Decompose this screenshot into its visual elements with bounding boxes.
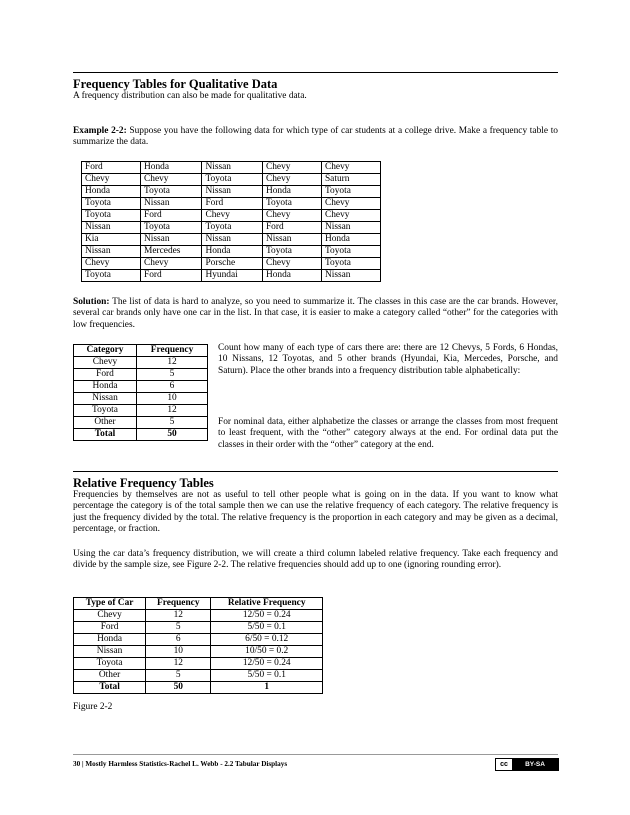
solution-label: Solution:: [73, 297, 110, 307]
table-cell: Toyota: [321, 186, 380, 198]
example-block: [73, 126, 558, 149]
section-relative: [73, 476, 558, 536]
car-data-table: [81, 161, 381, 282]
table-row: [74, 357, 208, 369]
table-cell: 12: [146, 610, 211, 622]
example-label: Example 2-2:: [73, 126, 127, 136]
table-cell: Ford: [262, 222, 321, 234]
table-cell: Chevy: [202, 210, 263, 222]
section-intro: A frequency distribution can also be made for qualitative data.: [73, 91, 307, 101]
table-cell: 5: [137, 417, 208, 429]
figure-caption: Figure 2-2: [73, 702, 113, 712]
table-cell: Chevy: [262, 162, 321, 174]
table-cell: Honda: [74, 381, 137, 393]
table-row: [74, 658, 323, 670]
relative-para-1: Frequencies by themselves are not as useful to tell other people what is going on in the data. If you want to know what percentage the category is of the total sample then we can use the relative frequency of each category. The relative frequency is just the frequency divided by the total. The relative frequency is the proportion in each category and may be given as a decimal, percentage, or fraction.: [73, 490, 558, 535]
table-cell: Toyota: [141, 222, 202, 234]
table-cell: Nissan: [82, 222, 141, 234]
cc-icon: cc: [496, 759, 512, 770]
table-cell: Toyota: [262, 246, 321, 258]
table-cell: Nissan: [74, 393, 137, 405]
table-cell: Chevy: [262, 210, 321, 222]
table-cell: Saturn: [321, 174, 380, 186]
column-header: Frequency: [137, 345, 208, 357]
table-row: [74, 610, 323, 622]
table-cell: Ford: [74, 622, 146, 634]
table-cell: 5/50 = 0.1: [211, 622, 323, 634]
table-cell: 12/50 = 0.24: [211, 658, 323, 670]
table-cell: 12: [146, 658, 211, 670]
table-cell: Toyota: [202, 174, 263, 186]
table-row: [82, 186, 381, 198]
column-header: Type of Car: [74, 598, 146, 610]
table-cell: Toyota: [262, 198, 321, 210]
solution-block: [73, 297, 558, 331]
table-cell: Ford: [82, 162, 141, 174]
table-cell: Chevy: [321, 162, 380, 174]
table-cell: Toyota: [74, 658, 146, 670]
table-cell: 10/50 = 0.2: [211, 646, 323, 658]
mid-rule: [73, 471, 558, 472]
total-row: [74, 429, 208, 441]
table-cell: 5: [146, 670, 211, 682]
table-cell: Nissan: [82, 246, 141, 258]
table-cell: Honda: [82, 186, 141, 198]
table-cell: Chevy: [82, 258, 141, 270]
table-cell: Chevy: [74, 610, 146, 622]
example-text: Suppose you have the following data for which type of car students at a college drive. Make a frequency table to summarize the data.: [73, 126, 558, 148]
table-cell: Toyota: [141, 186, 202, 198]
table-cell: Hyundai: [202, 270, 263, 282]
footer-rule: [73, 754, 558, 755]
cc-license-badge: [495, 758, 559, 771]
license-label: BY-SA: [525, 761, 545, 768]
table-cell: Nissan: [202, 186, 263, 198]
solution-text: The list of data is hard to analyze, so you need to summarize it. The classes in this case are the car brands. However, several car brands only have one car in the list. In that case, it is easier to make a category called “other” for the categories with low frequencies.: [73, 297, 558, 330]
table-cell: Chevy: [262, 174, 321, 186]
section-title: Relative Frequency Tables: [73, 476, 214, 490]
column-header: Category: [74, 345, 137, 357]
table-cell: Honda: [262, 186, 321, 198]
table-cell: 6/50 = 0.12: [211, 634, 323, 646]
table-cell: Ford: [141, 210, 202, 222]
table-cell: Ford: [74, 369, 137, 381]
table-row: [74, 622, 323, 634]
section-qualitative: [73, 77, 558, 102]
table-cell: Chevy: [321, 198, 380, 210]
table-row: [74, 417, 208, 429]
table-row: [82, 162, 381, 174]
table-cell: Nissan: [141, 234, 202, 246]
column-header: Relative Frequency: [211, 598, 323, 610]
table-cell: Kia: [82, 234, 141, 246]
total-cell: Total: [74, 429, 137, 441]
table-row: [74, 405, 208, 417]
table-cell: 5: [146, 622, 211, 634]
table-row: [82, 270, 381, 282]
table-row: [74, 393, 208, 405]
table-cell: Nissan: [321, 222, 380, 234]
table-cell: Nissan: [202, 162, 263, 174]
table-cell: 6: [146, 634, 211, 646]
table-cell: Honda: [141, 162, 202, 174]
table-row: [82, 210, 381, 222]
top-rule: [73, 72, 558, 73]
table-cell: Ford: [141, 270, 202, 282]
frequency-table: [73, 344, 208, 441]
table-cell: 5/50 = 0.1: [211, 670, 323, 682]
table-cell: Chevy: [74, 357, 137, 369]
column-header: Frequency: [146, 598, 211, 610]
table-cell: Honda: [202, 246, 263, 258]
total-cell: Total: [74, 682, 146, 694]
total-row: [74, 682, 323, 694]
table-cell: Chevy: [141, 258, 202, 270]
table-cell: Toyota: [82, 270, 141, 282]
table-row: [82, 198, 381, 210]
table-cell: 12: [137, 405, 208, 417]
table-cell: Chevy: [82, 174, 141, 186]
table-row: [82, 246, 381, 258]
table-cell: Chevy: [141, 174, 202, 186]
table-cell: 10: [146, 646, 211, 658]
total-cell: 50: [146, 682, 211, 694]
table-cell: Toyota: [202, 222, 263, 234]
header-row: [74, 345, 208, 357]
table-cell: Toyota: [74, 405, 137, 417]
table-row: [74, 369, 208, 381]
table-cell: Honda: [262, 270, 321, 282]
table-cell: Toyota: [82, 198, 141, 210]
table-row: [82, 222, 381, 234]
table-cell: Nissan: [202, 234, 263, 246]
relative-frequency-table: [73, 597, 323, 694]
table-cell: Chevy: [262, 258, 321, 270]
table-cell: Porsche: [202, 258, 263, 270]
table-row: [74, 646, 323, 658]
table-cell: 10: [137, 393, 208, 405]
table-cell: Toyota: [321, 258, 380, 270]
table-cell: Honda: [74, 634, 146, 646]
table-cell: Nissan: [74, 646, 146, 658]
table-row: [82, 234, 381, 246]
table-cell: Other: [74, 670, 146, 682]
table-cell: 5: [137, 369, 208, 381]
table-cell: Honda: [321, 234, 380, 246]
table-cell: Chevy: [321, 210, 380, 222]
section-title: Frequency Tables for Qualitative Data: [73, 77, 278, 91]
table-cell: Nissan: [262, 234, 321, 246]
table-cell: Nissan: [321, 270, 380, 282]
total-cell: 1: [211, 682, 323, 694]
table-cell: Toyota: [82, 210, 141, 222]
table-cell: Nissan: [141, 198, 202, 210]
table-row: [74, 634, 323, 646]
table-cell: 6: [137, 381, 208, 393]
relative-para-2-wrap: [73, 549, 558, 572]
table-cell: Mercedes: [141, 246, 202, 258]
table-row: [82, 174, 381, 186]
header-row: [74, 598, 323, 610]
table-cell: 12/50 = 0.24: [211, 610, 323, 622]
side-text-1: Count how many of each type of cars there are: there are 12 Chevys, 5 Fords, 6 Hondas, 10 Nissans, 12 Toyotas, and 5 other brands (Hyundai, Kia, Mercedes, Porsche, and Saturn). Place the other brands into a frequency distribution table alphabetically:: [218, 343, 558, 376]
total-cell: 50: [137, 429, 208, 441]
table-cell: Ford: [202, 198, 263, 210]
table-row: [74, 670, 323, 682]
relative-para-2: Using the car data’s frequency distribution, we will create a third column labeled relative frequency. Take each frequency and divide by the sample size, see Figure 2-2. The relative frequencies should add up to one (ignoring rounding error).: [73, 549, 558, 571]
table-cell: 12: [137, 357, 208, 369]
table-cell: Other: [74, 417, 137, 429]
side-text-2: For nominal data, either alphabetize the classes or arrange the classes from most frequent to least frequent, with the “other” category always at the end. For ordinal data put the classes in their order with the “other” category at the end.: [218, 417, 558, 450]
table-cell: Toyota: [321, 246, 380, 258]
page-footer: 30 | Mostly Harmless Statistics-Rachel L. Webb - 2.2 Tabular Displays: [73, 760, 288, 768]
table-row: [74, 381, 208, 393]
table-row: [82, 258, 381, 270]
